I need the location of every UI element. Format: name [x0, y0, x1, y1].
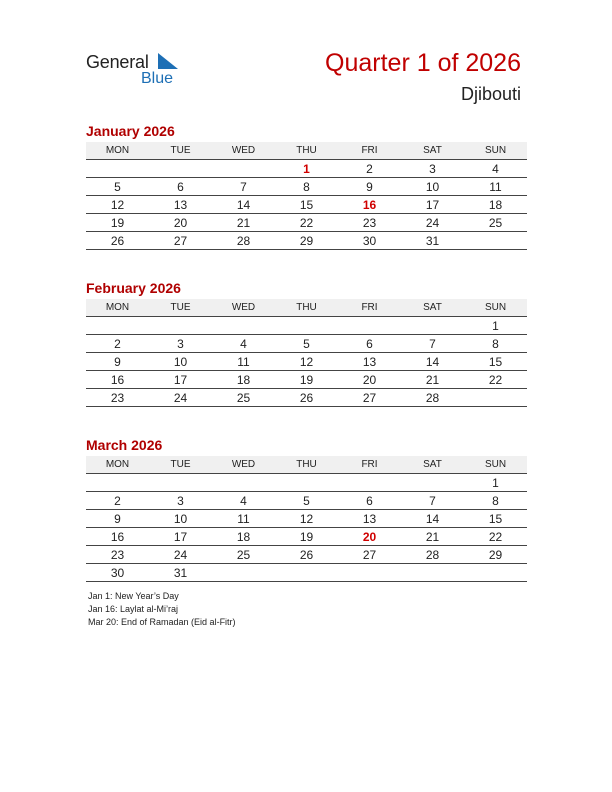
day-cell: 20 [173, 215, 188, 230]
day-cell: 8 [303, 179, 310, 194]
day-cell: 1 [492, 475, 499, 490]
day-cell: 4 [492, 161, 499, 176]
day-cell: 21 [425, 529, 440, 544]
day-cell: 23 [110, 547, 125, 562]
weekday-label: TUE [170, 459, 191, 470]
week-row [86, 178, 527, 196]
weekday-header-row [86, 456, 527, 474]
day-cell: 13 [362, 511, 377, 526]
weekday-label: THU [296, 459, 317, 470]
day-cell: 26 [110, 233, 125, 248]
day-cell: 17 [173, 529, 188, 544]
holiday-note: Jan 1: New Year’s Day [88, 591, 179, 601]
month-title: January 2026 [86, 123, 175, 139]
logo-general-text: General [86, 52, 149, 72]
day-cell: 27 [362, 390, 377, 405]
week-row [86, 160, 527, 178]
day-cell: 22 [488, 372, 503, 387]
holiday-day-cell: 16 [362, 197, 377, 212]
day-cell: 27 [362, 547, 377, 562]
day-cell: 21 [236, 215, 251, 230]
week-row [86, 389, 527, 407]
page-title: Quarter 1 of 2026 [325, 49, 521, 77]
week-row [86, 510, 527, 528]
day-cell: 28 [236, 233, 251, 248]
day-cell: 8 [492, 493, 499, 508]
blue-triangle-flag-icon [158, 53, 178, 71]
day-cell: 15 [488, 354, 503, 369]
weekday-label: FRI [361, 145, 378, 156]
day-cell: 6 [177, 179, 184, 194]
weekday-label: SUN [484, 459, 507, 470]
weekday-label: WED [231, 145, 256, 156]
month-grid [86, 474, 527, 582]
day-cell: 24 [173, 390, 188, 405]
day-cell: 4 [240, 336, 247, 351]
week-row [86, 528, 527, 546]
day-cell: 29 [488, 547, 503, 562]
day-cell: 20 [362, 372, 377, 387]
month-title: March 2026 [86, 437, 163, 453]
day-cell: 2 [366, 161, 373, 176]
day-cell: 28 [425, 390, 440, 405]
day-cell: 11 [489, 179, 502, 194]
day-cell: 12 [299, 511, 314, 526]
day-cell: 25 [236, 547, 251, 562]
day-cell: 16 [110, 529, 125, 544]
day-cell: 21 [425, 372, 440, 387]
weekday-label: SUN [484, 302, 507, 313]
day-cell: 7 [240, 179, 247, 194]
day-cell: 13 [173, 197, 188, 212]
day-cell: 2 [114, 493, 121, 508]
weekday-label: TUE [170, 145, 191, 156]
week-row [86, 317, 527, 335]
day-cell: 6 [366, 336, 373, 351]
day-cell: 18 [488, 197, 503, 212]
week-row [86, 335, 527, 353]
day-cell: 19 [299, 529, 314, 544]
day-cell: 9 [366, 179, 373, 194]
day-cell: 31 [173, 565, 188, 580]
month-february [86, 279, 527, 407]
holiday-note: Jan 16: Laylat al-Mi’raj [88, 604, 179, 614]
day-cell: 29 [299, 233, 314, 248]
weekday-label: FRI [361, 302, 378, 313]
month-title: February 2026 [86, 280, 181, 296]
day-cell: 17 [173, 372, 188, 387]
logo-blue-text: Blue [141, 70, 174, 87]
day-cell: 3 [177, 493, 184, 508]
day-cell: 24 [173, 547, 188, 562]
month-march [86, 436, 527, 582]
weekday-header-row [86, 299, 527, 317]
weekday-label: SUN [484, 145, 507, 156]
weekday-label: THU [296, 302, 317, 313]
week-row [86, 492, 527, 510]
day-cell: 19 [299, 372, 314, 387]
day-cell: 10 [425, 179, 440, 194]
day-cell: 17 [425, 197, 440, 212]
day-cell: 10 [173, 511, 188, 526]
week-row [86, 546, 527, 564]
day-cell: 3 [429, 161, 436, 176]
day-cell: 12 [110, 197, 125, 212]
day-cell: 19 [110, 215, 125, 230]
weekday-label: SAT [423, 302, 442, 313]
day-cell: 2 [114, 336, 121, 351]
day-cell: 14 [425, 354, 440, 369]
day-cell: 18 [236, 372, 251, 387]
day-cell: 11 [237, 511, 250, 526]
day-cell: 30 [362, 233, 377, 248]
day-cell: 13 [362, 354, 377, 369]
day-cell: 18 [236, 529, 251, 544]
day-cell: 5 [303, 336, 310, 351]
holiday-notes [88, 590, 236, 629]
generalblue-logo [86, 52, 186, 92]
day-cell: 22 [299, 215, 314, 230]
day-cell: 9 [114, 354, 121, 369]
day-cell: 23 [362, 215, 377, 230]
week-row [86, 214, 527, 232]
day-cell: 14 [425, 511, 440, 526]
day-cell: 7 [429, 336, 436, 351]
week-row [86, 474, 527, 492]
day-cell: 5 [114, 179, 121, 194]
day-cell: 7 [429, 493, 436, 508]
weekday-label: TUE [170, 302, 191, 313]
weekday-label: SAT [423, 145, 442, 156]
day-cell: 23 [110, 390, 125, 405]
week-row [86, 353, 527, 371]
weekday-label: MON [105, 302, 130, 313]
day-cell: 26 [299, 547, 314, 562]
weekday-label: WED [231, 302, 256, 313]
day-cell: 5 [303, 493, 310, 508]
month-grid [86, 317, 527, 407]
week-row [86, 196, 527, 214]
day-cell: 9 [114, 511, 121, 526]
weekday-label: WED [231, 459, 256, 470]
day-cell: 10 [173, 354, 188, 369]
day-cell: 8 [492, 336, 499, 351]
day-cell: 12 [299, 354, 314, 369]
day-cell: 28 [425, 547, 440, 562]
day-cell: 31 [425, 233, 440, 248]
country-name: Djibouti [460, 84, 521, 104]
day-cell: 16 [110, 372, 125, 387]
weekday-label: THU [296, 145, 317, 156]
weekday-label: SAT [423, 459, 442, 470]
holiday-note: Mar 20: End of Ramadan (Eid al-Fitr) [88, 617, 236, 627]
weekday-label: FRI [361, 459, 378, 470]
week-row [86, 371, 527, 389]
day-cell: 6 [366, 493, 373, 508]
day-cell: 30 [110, 565, 125, 580]
day-cell: 26 [299, 390, 314, 405]
day-cell: 3 [177, 336, 184, 351]
day-cell: 25 [488, 215, 503, 230]
day-cell: 11 [237, 354, 250, 369]
day-cell: 15 [299, 197, 314, 212]
month-grid [86, 160, 527, 250]
weekday-label: MON [105, 145, 130, 156]
day-cell: 25 [236, 390, 251, 405]
holiday-day-cell: 20 [362, 529, 377, 544]
day-cell: 24 [425, 215, 440, 230]
month-january [86, 122, 527, 250]
day-cell: 22 [488, 529, 503, 544]
week-row [86, 232, 527, 250]
day-cell: 15 [488, 511, 503, 526]
week-row [86, 564, 527, 582]
weekday-header-row [86, 142, 527, 160]
day-cell: 4 [240, 493, 247, 508]
day-cell: 1 [492, 318, 499, 333]
day-cell: 27 [173, 233, 188, 248]
holiday-day-cell: 1 [303, 161, 310, 176]
weekday-label: MON [105, 459, 130, 470]
day-cell: 14 [236, 197, 251, 212]
